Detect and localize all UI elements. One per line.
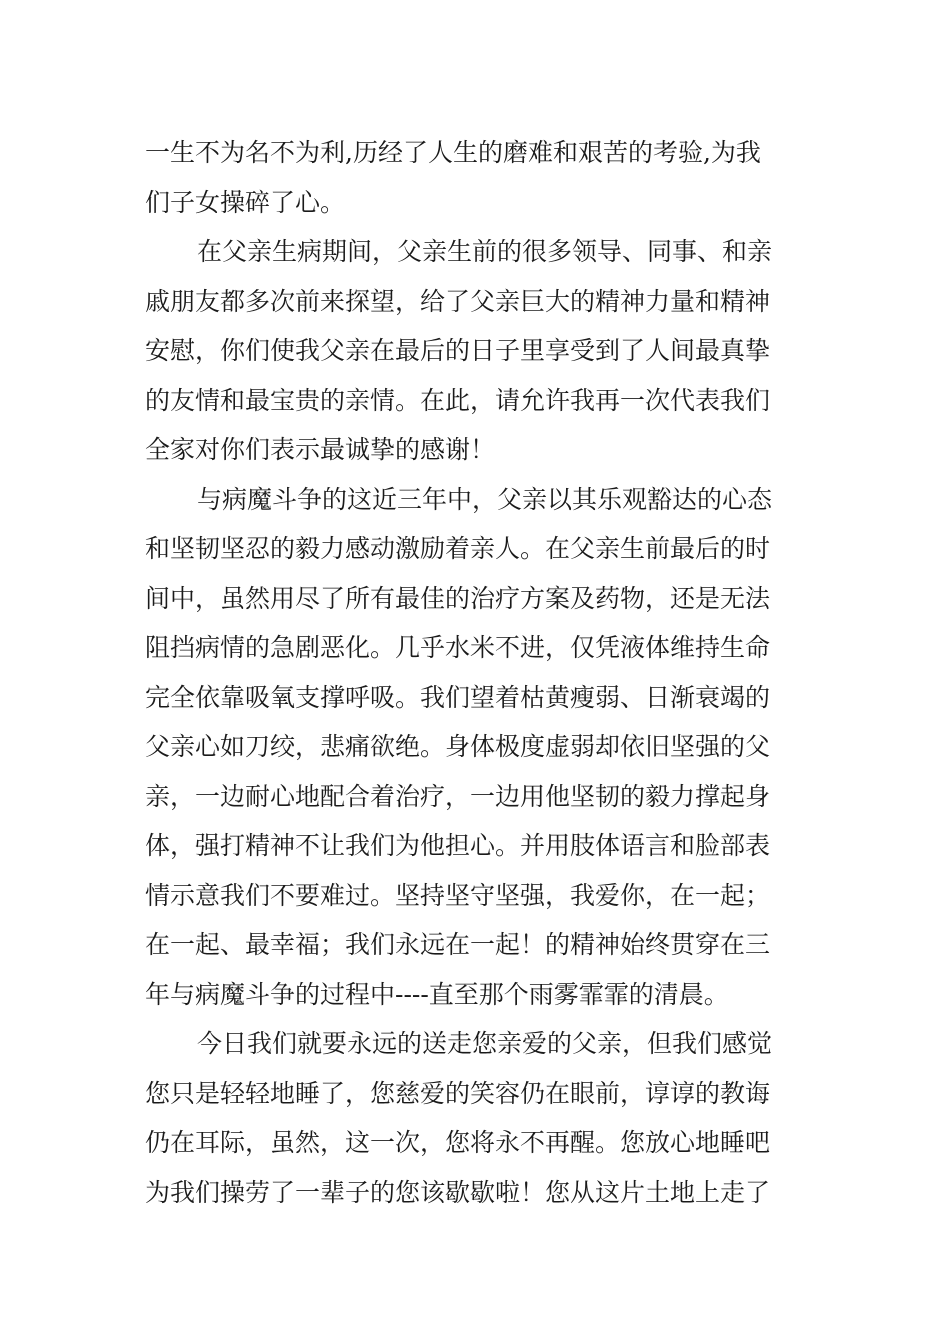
text-line: 全家对你们表示最诚挚的感谢！ — [145, 435, 496, 464]
text-line: 体，强打精神不让我们为他担心。并用肢体语言和脸部表 — [145, 831, 771, 860]
text-line: 为我们操劳了一辈子的您该歇歇啦！您从这片土地上走了 — [145, 1177, 771, 1207]
text-line: 年与病魔斗争的过程中----直至那个雨雾霏霏的清晨。 — [145, 979, 729, 1009]
text-line: 完全依靠吸氧支撑呼吸。我们望着枯黄瘦弱、日渐衰竭的 — [145, 682, 771, 712]
text-line: 您只是轻轻地睡了，您慈爱的笑容仍在眼前，谆谆的教诲 — [145, 1078, 771, 1108]
text-line: 父亲心如刀绞，悲痛欲绝。身体极度虚弱却依旧坚强的父 — [145, 732, 771, 761]
text-line: 仍在耳际，虽然，这一次，您将永不再醒。您放心地睡吧 — [145, 1128, 771, 1157]
text-line: 间中，虽然用尽了所有最佳的治疗方案及药物，还是无法 — [145, 583, 771, 613]
text-line: 与病魔斗争的这近三年中，父亲以其乐观豁达的心态 — [197, 484, 773, 514]
text-line: 在父亲生病期间，父亲生前的很多领导、同事、和亲 — [197, 237, 773, 266]
paragraph — [145, 475, 810, 1020]
text-line: 一生不为名不为利,历经了人生的磨难和艰苦的考验,为我 — [145, 138, 761, 167]
text-line: 在一起、最幸福；我们永远在一起！的精神始终贯穿在三 — [145, 930, 771, 959]
paragraph — [145, 128, 810, 227]
text-line: 情示意我们不要难过。坚持坚守坚强，我爱你，在一起； — [145, 880, 771, 910]
text-line: 的友情和最宝贵的亲情。在此，请允许我再一次代表我们 — [145, 385, 771, 415]
text-line: 们子女操碎了心。 — [145, 187, 346, 217]
document-body — [145, 128, 810, 1217]
text-line: 安慰，你们使我父亲在最后的日子里享受到了人间最真挚 — [145, 336, 771, 365]
text-line: 阻挡病情的急剧恶化。几乎水米不进，仅凭液体维持生命 — [145, 633, 771, 662]
text-line: 今日我们就要永远的送走您亲爱的父亲，但我们感觉 — [197, 1029, 773, 1058]
text-line: 和坚韧坚忍的毅力感动激励着亲人。在父亲生前最后的时 — [145, 534, 771, 563]
text-line: 戚朋友都多次前来探望，给了父亲巨大的精神力量和精神 — [145, 286, 771, 316]
paragraph — [145, 227, 810, 475]
paragraph — [145, 1019, 810, 1217]
text-line: 亲，一边耐心地配合着治疗，一边用他坚韧的毅力撑起身 — [145, 781, 771, 811]
